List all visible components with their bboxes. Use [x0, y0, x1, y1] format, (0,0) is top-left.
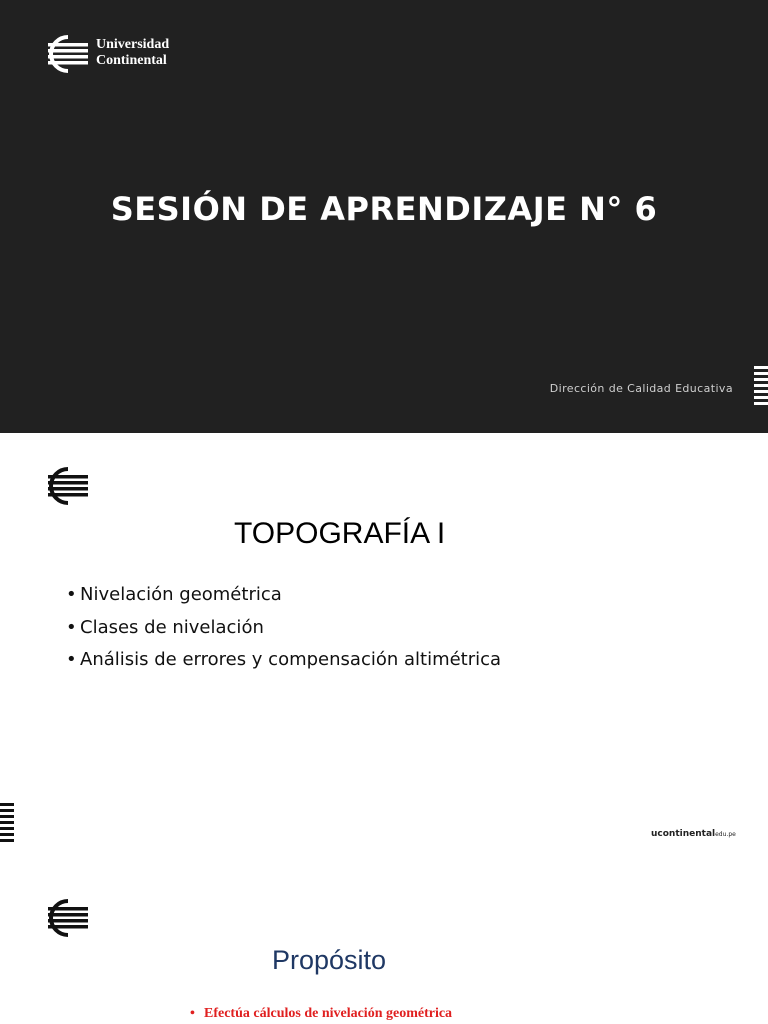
slide-topics — [0, 433, 768, 865]
brand-line-1: Universidad — [96, 37, 170, 52]
slide-title — [0, 0, 768, 433]
brand-name — [96, 37, 169, 69]
bullet-dot: • — [190, 1006, 195, 1021]
stripes-icon — [0, 803, 14, 845]
bullet-dot: • — [66, 584, 77, 605]
list-item: • Nivelación geométrica — [66, 579, 501, 612]
topic-list — [66, 579, 501, 677]
slide-purpose — [0, 865, 768, 1024]
bullet-dot: • — [66, 616, 77, 638]
bullet-dot: • — [66, 649, 77, 670]
course-title: TOPOGRAFÍA I — [234, 517, 446, 550]
session-title: SESIÓN DE APRENDIZAJE N° 6 — [110, 190, 658, 228]
purpose-title: Propósito — [272, 945, 387, 975]
list-item: • Clases de nivelación — [66, 612, 501, 645]
footer-text: Dirección de Calidad Educativa — [549, 382, 733, 395]
list-item: • Análisis de errores y compensación altimétrica — [66, 644, 501, 677]
brand-line-2: Continental — [96, 53, 167, 68]
website-url: ucontinentaledu.pe — [651, 829, 736, 839]
logo-icon — [34, 33, 89, 75]
stripes-icon — [754, 366, 768, 408]
list-item: • Efectúa cálculos de nivelación geométrica — [190, 1006, 453, 1021]
logo-icon — [34, 897, 89, 939]
logo-icon — [34, 465, 89, 507]
